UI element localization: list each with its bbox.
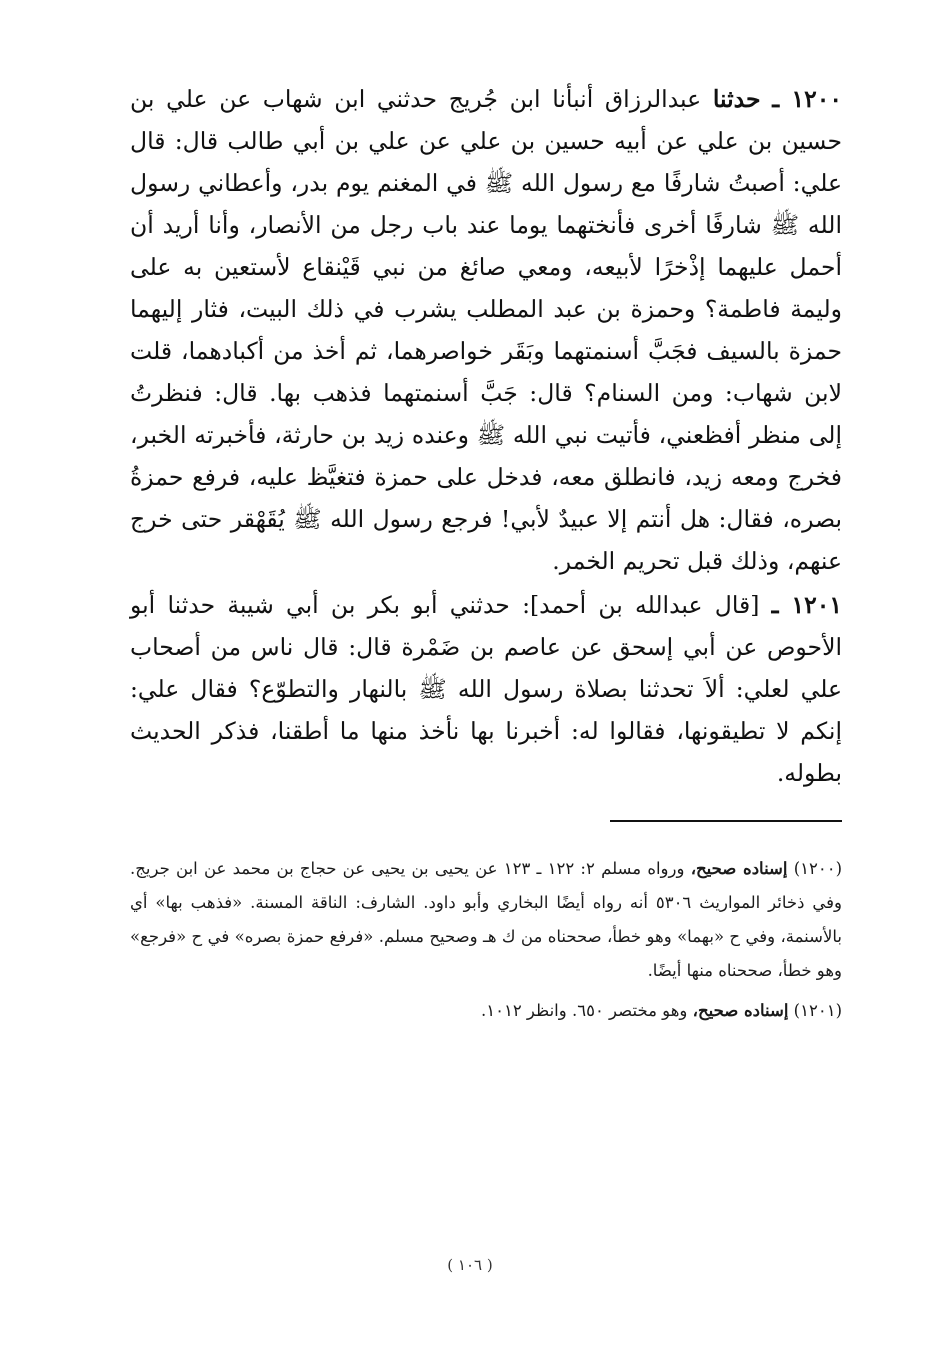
document-page [130,78,842,1338]
footnote-1200 [130,852,842,988]
hadith-1201 [130,584,842,794]
hadith-lead: حدثنا [712,85,761,113]
hadith-number: ١٢٠٠ ـ [772,85,842,113]
footnote-text: وهو مختصر ٦٥٠. وانظر ١٠١٢. [480,1001,688,1020]
footnotes [130,852,842,1028]
hadith-text: [قال عبدالله بن أحمد]: حدثني أبو بكر بن أبي شيبة حدثنا أبو الأحوص عن أبي إسحق عن عاصم بن ضَمْرة قال: قال ناس من أصحاب علي لعلي: ألاَ تحدثنا بصلاة رسول الله ﷺ بالنهار والتطوّع؟ فقال علي: إنكم لا تطيقونها، فقالوا له: أخبرنا بها نأخذ منها ما أطقنا، فذكر الحديث بطوله. [130,591,842,787]
footnote-1201 [130,994,842,1028]
footnote-lead: إسناده صحيح، [690,859,788,878]
hadith-1200 [130,78,842,582]
footnote-separator-container [130,820,842,822]
footnote-text: ورواه مسلم ٢: ١٢٢ ـ ١٢٣ عن يحيى بن يحيى عن حجاج بن محمد عن ابن جريج. وفي ذخائر المواريث ٥٣٠٦ أنه رواه أيضًا البخاري وأبو داود. الشارف: الناقة المسنة. «فذهب بها» أي بالأسنمة، وفي ح «بهما» وهو خطأ، صححناه من ك هـ وصحيح مسلم. «فرفع حمزة بصره» في ح «فرجع» وهو خطأ، صححناه منها أيضًا. [130,859,842,980]
hadith-text: عبدالرزاق أنبأنا ابن جُريج حدثني ابن شهاب عن علي بن حسين بن علي عن أبيه حسين بن علي عن علي بن أبي طالب قال: قال علي: أصبتُ شارفًا مع رسول الله ﷺ في المغنم يوم بدر، وأعطاني رسول الله ﷺ شارفًا أخرى فأنختهما يوما عند باب رجل من الأنصار، وأنا أريد أن أحمل عليهما إذْخرًا لأبيعه، ومعي صائغ من نبي قَيْنقاع لأستعين به على وليمة فاطمة؟ وحمزة بن عبد المطلب يشرب في ذلك البيت، فثار إليهما حمزة بالسيف فجَبَّ أسنمتهما وبَقَر خواصرهما، ثم أخذ من أكبادهما، قلت لابن شهاب: ومن السنام؟ قال: جَبَّ أسنمتهما فذهب بها. قال: فنظرتُ إلى منظر أفظعني، فأتيت نبي الله ﷺ وعنده زيد بن حارثة، فأخبرته الخبر، فخرج ومعه زيد، فانطلق معه، فدخل على حمزة فتغيَّظ عليه، فرفع حمزةُ بصره، فقال: هل أنتم إلا عبيدٌ لأبي! فرجع رسول الله ﷺ يُقَهْقر حتى خرج عنهم، وذلك قبل تحريم الخمر. [130,85,842,575]
hadith-number: ١٢٠١ ـ [771,591,842,619]
footnote-separator [610,820,842,822]
footnote-number: (١٢٠٠) [793,859,843,878]
main-text [130,78,842,794]
page-number: ( ١٠٦ ) [447,1256,493,1274]
footnote-number: (١٢٠١) [793,1001,842,1020]
footnote-lead: إسناده صحيح، [692,1001,789,1020]
